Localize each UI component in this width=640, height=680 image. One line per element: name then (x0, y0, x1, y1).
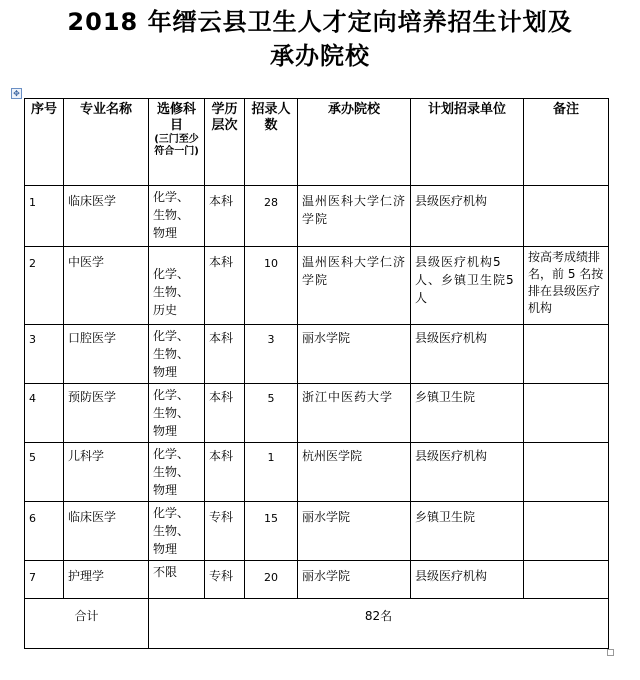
cell-subjects: 化学、生物、历史 (149, 247, 205, 325)
cell-count: 3 (245, 325, 298, 384)
enrollment-plan-table (24, 98, 609, 649)
cell-school: 丽水学院 (298, 325, 411, 384)
table-row (25, 384, 609, 443)
cell-subjects: 化学、生物、物理 (149, 502, 205, 561)
cell-unit: 县级医疗机构 (411, 325, 524, 384)
table-row (25, 325, 609, 384)
cell-subjects: 化学、生物、物理 (149, 384, 205, 443)
table-row (25, 247, 609, 325)
cell-school: 温州医科大学仁济学院 (298, 247, 411, 325)
cell-unit: 县级医疗机构5人、乡镇卫生院5人 (411, 247, 524, 325)
cell-count: 10 (245, 247, 298, 325)
header-subjects-main: 选修科目 (156, 102, 196, 133)
cell-seq: 6 (25, 502, 64, 561)
cell-unit: 乡镇卫生院 (411, 384, 524, 443)
table-row (25, 502, 609, 561)
cell-subjects: 化学、生物、物理 (149, 186, 205, 247)
cell-school: 浙江中医药大学 (298, 384, 411, 443)
cell-level: 本科 (205, 443, 245, 502)
cell-remark (524, 384, 609, 443)
cell-subjects: 不限 (149, 561, 205, 599)
table-row (25, 443, 609, 502)
cell-unit: 县级医疗机构 (411, 186, 524, 247)
cell-level: 本科 (205, 247, 245, 325)
cell-seq: 2 (25, 247, 64, 325)
cell-school: 丽水学院 (298, 561, 411, 599)
cell-seq: 1 (25, 186, 64, 247)
cell-count: 15 (245, 502, 298, 561)
cell-remark (524, 325, 609, 384)
cell-count: 5 (245, 384, 298, 443)
cell-level: 本科 (205, 384, 245, 443)
cell-seq: 4 (25, 384, 64, 443)
cell-school: 杭州医学院 (298, 443, 411, 502)
total-value: 82名 (149, 599, 609, 649)
cell-unit: 县级医疗机构 (411, 443, 524, 502)
header-subjects-note: (三门至少符合一门) (154, 134, 199, 157)
cell-remark (524, 502, 609, 561)
document-title-line2: 承办院校 (270, 42, 370, 70)
cell-count: 28 (245, 186, 298, 247)
cell-level: 专科 (205, 502, 245, 561)
cell-major: 口腔医学 (64, 325, 149, 384)
header-seq: 序号 (25, 99, 64, 186)
header-level: 学历层次 (205, 99, 245, 186)
cell-major: 护理学 (64, 561, 149, 599)
cell-subjects: 化学、生物、物理 (149, 443, 205, 502)
cell-major: 预防医学 (64, 384, 149, 443)
table-total-row (25, 599, 609, 649)
cell-school: 温州医科大学仁济学院 (298, 186, 411, 247)
cell-remark (524, 186, 609, 247)
total-label: 合计 (25, 599, 149, 649)
cell-unit: 县级医疗机构 (411, 561, 524, 599)
cell-count: 1 (245, 443, 298, 502)
table-row (25, 186, 609, 247)
table-row (25, 561, 609, 599)
table-move-handle-icon[interactable]: ✥ (11, 88, 22, 99)
header-unit: 计划招录单位 (411, 99, 524, 186)
cell-subjects: 化学、生物、物理 (149, 325, 205, 384)
cell-level: 专科 (205, 561, 245, 599)
cell-seq: 7 (25, 561, 64, 599)
cell-major: 儿科学 (64, 443, 149, 502)
document-title-line1: 2018 年缙云县卫生人才定向培养招生计划及 (67, 8, 573, 36)
header-major: 专业名称 (64, 99, 149, 186)
cell-seq: 3 (25, 325, 64, 384)
cell-count: 20 (245, 561, 298, 599)
cell-unit: 乡镇卫生院 (411, 502, 524, 561)
cell-level: 本科 (205, 325, 245, 384)
table-resize-handle[interactable] (607, 649, 614, 656)
header-school: 承办院校 (298, 99, 411, 186)
table-header-row (25, 99, 609, 186)
cell-major: 临床医学 (64, 502, 149, 561)
cell-major: 中医学 (64, 247, 149, 325)
cell-level: 本科 (205, 186, 245, 247)
cell-remark (524, 443, 609, 502)
header-subjects (149, 99, 205, 186)
cell-major: 临床医学 (64, 186, 149, 247)
cell-remark: 按高考成绩排名，前 5 名按排在县级医疗机构 (524, 247, 609, 325)
header-remark: 备注 (524, 99, 609, 186)
cell-school: 丽水学院 (298, 502, 411, 561)
header-count: 招录人数 (245, 99, 298, 186)
cell-seq: 5 (25, 443, 64, 502)
cell-remark (524, 561, 609, 599)
